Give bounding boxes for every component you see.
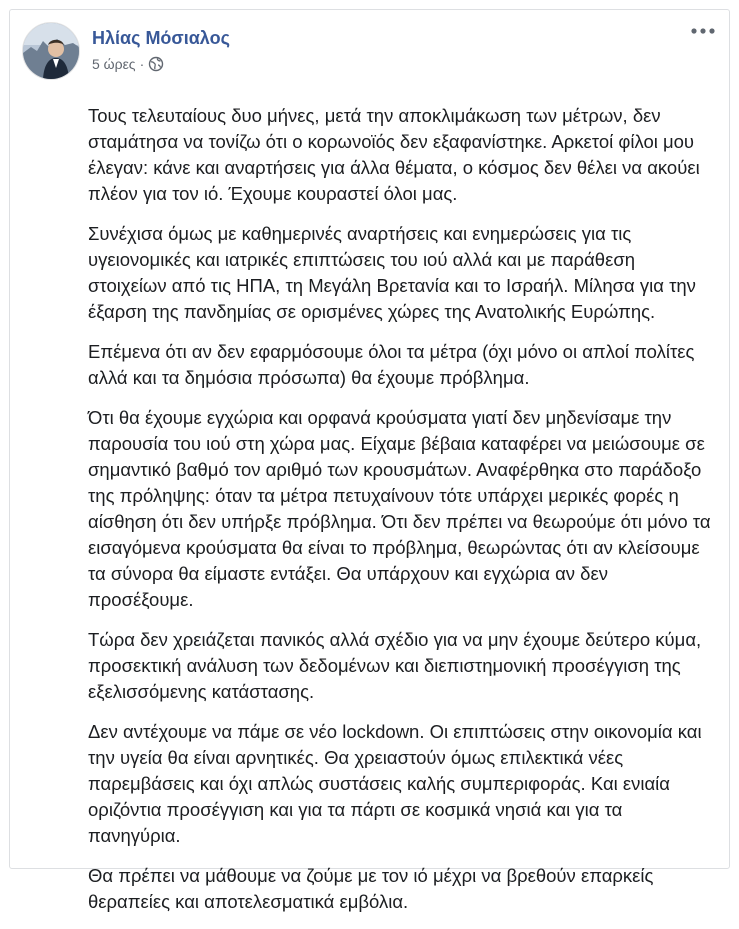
- post-paragraph: Επέμενα ότι αν δεν εφαρμόσουμε όλοι τα μέτρα (όχι μόνο οι απλοί πολίτες αλλά και τα δημόσια πρόσωπα) θα έχουμε πρόβλημα.: [88, 341, 695, 388]
- post-meta: [92, 56, 164, 72]
- globe-icon[interactable]: [148, 56, 164, 72]
- avatar[interactable]: [22, 22, 80, 80]
- avatar-photo: [23, 23, 79, 79]
- meta-separator: ·: [139, 56, 145, 72]
- post-paragraph: Συνέχισα όμως με καθημερινές αναρτήσεις και ενημερώσεις για τις υγειονομικές και ιατρικές επιπτώσεις του ιού αλλά και με παράθεση στοιχείων από τις ΗΠΑ, τη Μεγάλη Βρετανία και το Ισραήλ. Μίλησα για την έξαρση της πανδημίας σε ορισμένες χώρες της Ανατολικής Ευρώπης.: [88, 223, 696, 322]
- post-paragraph: Ότι θα έχουμε εγχώρια και ορφανά κρούσματα γιατί δεν μηδενίσαμε την παρουσία του ιού στη χώρα μας. Είχαμε βέβαια καταφέρει να μειώσουμε σε σημαντικό βαθμό τον αριθμό των κρουσμάτων. Αναφέρθηκα στο παράδοξο της πρόληψης: όταν τα μέτρα πετυχαίνουν τότε υπάρχει μερικές φορές η αίσθηση ότι δεν υπήρξε πρόβλημα. Ότι δεν πρέπει να θεωρούμε ότι μόνο τα εισαγόμενα κρούσματα θα είναι το πρόβλημα, θεωρώντας ότι αν κλείσουμε τα σύνορα θα είμαστε εντάξει. Θα υπάρχουν και εγχώρια αν δεν προσέξουμε.: [88, 407, 711, 610]
- facebook-post: [9, 9, 730, 912]
- post-paragraph: Θα πρέπει να μάθουμε να ζούμε με τον ιό μέχρι να βρεθούν επαρκείς θεραπείες και αποτελεσματικά εμβόλια.: [88, 865, 654, 912]
- post-paragraph: Τώρα δεν χρειάζεται πανικός αλλά σχέδιο για να μην έχουμε δεύτερο κύμα, προσεκτική ανάλυση των δεδομένων και διεπιστημονική προσέγγιση της εξελισσόμενης κατάστασης.: [88, 629, 702, 702]
- post-body: [88, 103, 715, 929]
- author-name[interactable]: Ηλίας Μόσιαλος: [92, 28, 230, 48]
- more-options-icon[interactable]: [689, 24, 717, 38]
- post-timestamp[interactable]: 5 ώρες: [92, 56, 136, 72]
- post-paragraph: Τους τελευταίους δυο μήνες, μετά την αποκλιμάκωση των μέτρων, δεν σταμάτησα να τονίζω ότι ο κορωνοϊός δεν εξαφανίστηκε. Αρκετοί φίλοι μου έλεγαν: κάνε και αναρτήσεις για άλλα θέματα, ο κόσμος δεν θέλει να ακούει πλέον για τον ιό. Έχουμε κουραστεί όλοι μας.: [88, 105, 700, 204]
- post-paragraph: Δεν αντέχουμε να πάμε σε νέο lockdown. Οι επιπτώσεις στην οικονομία και την υγεία θα είναι αρνητικές. Θα χρειαστούν όμως επιλεκτικά νέες παρεμβάσεις και όχι απλώς συστάσεις καλής συμπεριφοράς. Και ενιαία οριζόντια προσέγγιση και για τα πάρτι σε κοσμικά νησιά και για τα πανηγύρια.: [88, 721, 702, 846]
